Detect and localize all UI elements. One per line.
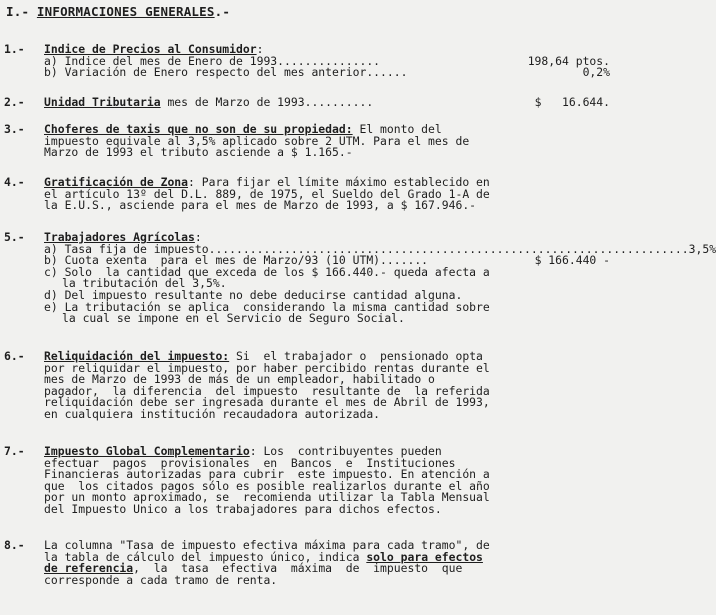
heading-colon: : xyxy=(256,42,264,56)
section-heading: Unidad Tributaria xyxy=(44,95,161,109)
section-heading: Trabajadores Agrícolas xyxy=(44,230,195,244)
section-1 xyxy=(4,42,610,80)
section-text: reliquidación debe ser ingresada durante el mes de Abril de 1993, xyxy=(44,395,490,410)
section-number: 4.- xyxy=(4,175,25,189)
leader-dots: ...... xyxy=(366,65,408,80)
section-text: El monto del xyxy=(352,122,442,136)
section-text: Financieras autorizadas para cubrir este impuesto. En atención a xyxy=(44,467,490,482)
section-text: , la tasa efectiva máxima de impuesto que xyxy=(133,561,463,576)
section-text: la tabla de cálculo del impuesto único, indica xyxy=(44,549,367,564)
item-value: $ 166.440 - xyxy=(534,253,610,268)
section-text: por reliquidar el impuesto, por haber percibido rentas durante el xyxy=(44,360,490,375)
section-4 xyxy=(4,175,610,213)
section-2 xyxy=(4,95,610,109)
item-d: d) Del impuesto resultante no debe deducirse cantidad alguna. xyxy=(44,287,463,302)
section-text: corresponde a cada tramo de renta. xyxy=(44,572,278,587)
section-number: 1.- xyxy=(4,42,25,56)
section-number: 3.- xyxy=(4,122,25,136)
section-5 xyxy=(4,230,716,326)
section-text: efectuar pagos provisionales en Bancos e Instituciones xyxy=(44,455,456,470)
item-e-continued: la cual se impone en el Servicio de Seguro Social. xyxy=(62,311,405,326)
item-b xyxy=(44,67,610,79)
item-e: e) La tributación se aplica considerando la misma cantidad sobre xyxy=(44,299,490,314)
section-number: 7.- xyxy=(4,444,25,458)
section-text: mes de Marzo de 1993 de más de un empleador, habilitado o xyxy=(44,372,435,387)
title-label: INFORMACIONES GENERALES xyxy=(36,4,215,19)
section-text: la E.U.S., asciende para el mes de Marzo de 1993, a $ 167.946.- xyxy=(44,198,477,213)
section-text: pagador, la diferencia del impuesto resultante de la referida xyxy=(44,383,490,398)
leader-dots: ....... xyxy=(380,253,429,268)
section-text: del Impuesto Unico a los trabajadores para dichos efectos. xyxy=(44,501,442,516)
section-text: : Para fijar el límite máximo establecido en xyxy=(188,175,490,189)
item-value: $ 16.644. xyxy=(534,95,610,109)
title-roman: I.- xyxy=(6,4,37,19)
section-number: 5.- xyxy=(4,230,25,244)
item-value: 0,2% xyxy=(582,65,610,80)
page-title xyxy=(6,4,230,19)
emphasis-text: solo para efectos xyxy=(366,549,483,564)
item-label: a) Tasa fija de impuesto xyxy=(44,241,209,256)
section-text: : Los contribuyentes pueden xyxy=(249,444,442,458)
item-c: c) Solo la cantidad que exceda de los $ 166.440.- queda afecta a xyxy=(44,264,490,279)
leader-dots: ...................................................................... xyxy=(208,241,689,256)
section-6 xyxy=(4,349,610,421)
item-c-continued: la tributación del 3,5%. xyxy=(62,276,227,291)
item-label: b) Cuota exenta para el mes de Marzo/93 (10 UTM) xyxy=(44,253,381,268)
section-text: por un monto aproximado, se recomienda utilizar la Tabla Mensual xyxy=(44,490,490,505)
section-text: Marzo de 1993 el tributo asciende a $ 1.165.- xyxy=(44,145,353,160)
section-heading: Choferes de taxis que no son de su propiedad: xyxy=(44,122,353,136)
section-number: 8.- xyxy=(4,538,25,552)
section-text: La columna "Tasa de impuesto efectiva máxima para cada tramo", de xyxy=(44,538,490,552)
title-suffix: .- xyxy=(214,4,231,19)
section-heading: Impuesto Global Complementario xyxy=(44,444,250,458)
section-number: 2.- xyxy=(4,95,25,109)
section-heading: Indice de Precios al Consumidor xyxy=(44,42,257,56)
section-3 xyxy=(4,122,610,160)
item-value: 198,64 ptos. xyxy=(527,53,610,68)
section-text: impuesto equivale al 3,5% aplicado sobre 2 UTM. Para el mes de xyxy=(44,133,470,148)
item-value: 3,5% xyxy=(688,241,716,256)
leader-dots: ............... xyxy=(277,53,381,68)
section-text: en cualquiera institución recaudadora autorizada. xyxy=(44,406,381,421)
emphasis-text: de referencia xyxy=(44,561,134,576)
section-text: que los citados pagos sólo es posible realizarlos durante el año xyxy=(44,478,490,493)
leader-dots: .......... xyxy=(304,95,374,109)
section-number: 6.- xyxy=(4,349,25,363)
section-text: el artículo 13º del D.L. 889, de 1975, el Sueldo del Grado 1-A de xyxy=(44,186,490,201)
section-heading: Reliquidación del impuesto: xyxy=(44,349,230,363)
section-line xyxy=(44,97,610,109)
section-7 xyxy=(4,444,610,516)
section-heading: Gratificación de Zona xyxy=(44,175,189,189)
section-text: Si el trabajador o pensionado opta xyxy=(229,349,483,363)
item-label: b) Variación de Enero respecto del mes anterior xyxy=(44,65,367,80)
section-8 xyxy=(4,538,610,587)
heading-colon: : xyxy=(194,230,202,244)
section-text: mes de Marzo de 1993 xyxy=(160,95,305,109)
item-label: a) Indice del mes de Enero de 1993 xyxy=(44,53,278,68)
